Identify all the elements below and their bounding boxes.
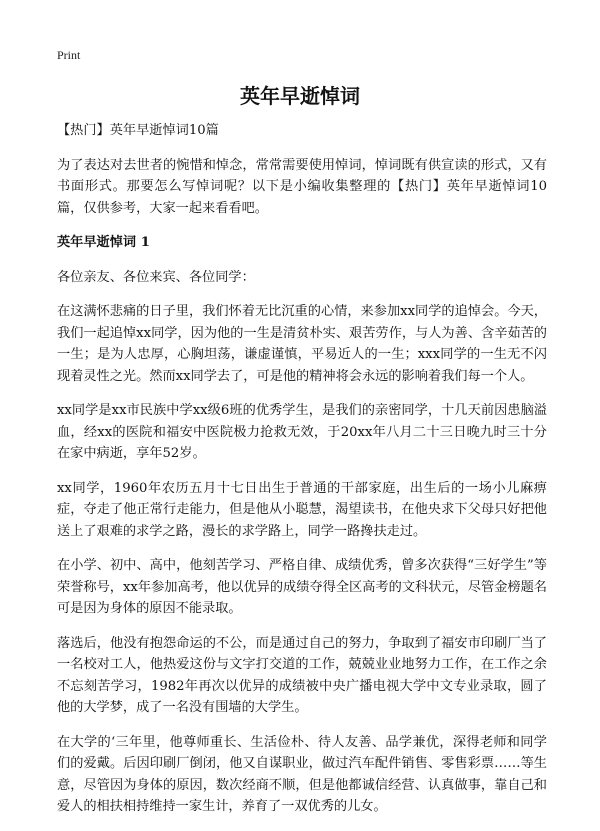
body-paragraph: xx同学是xx市民族中学xx级6班的优秀学生，是我们的亲密同学，十几天前因患脑溢血，经xx的医院和福安中医院极力抢救无效，于20xx年八月二十三日晚九时三十分在家中病逝，享年52岁。: [57, 403, 547, 461]
print-link[interactable]: Print: [57, 48, 81, 62]
body-paragraph: 在小学、初中、高中，他刻苦学习、严格自律、成绩优秀，曾多次获得“三好学生”等荣誉称号，xx年参加高考，他以优异的成绩夺得全区高考的文科状元，尽管金榜题名可是因为身体的原因不能录取。: [57, 558, 547, 616]
intro-paragraph: 为了表达对去世者的惋惜和悼念，常常需要使用悼词，悼词既有供宣读的形式，又有书面形式。那要怎么写悼词呢？以下是小编收集整理的【热门】英年早逝悼词10篇，仅供参考，大家一起来看看吧。: [57, 157, 547, 216]
body-paragraph: xx同学，1960年农历五月十七日出生于普通的干部家庭，出生后的一场小儿麻痹症，夺走了他正常行走能力，但是他从小聪慧，渴望读书，在他央求下父母只好把他送上了艰难的求学之路，漫长的求学路上，同学一路搀扶走过。: [57, 480, 547, 539]
body-paragraph: 各位亲友、各位来宾、各位同学：: [57, 269, 255, 285]
page-title: 英年早逝悼词: [240, 84, 360, 108]
section-heading: 英年早逝悼词 1: [57, 235, 150, 250]
body-paragraph: 在这满怀悲痛的日子里，我们怀着无比沉重的心情，来参加xx同学的追悼会。今天，我们一起追悼xx同学，因为他的一生是清贫朴实、艰苦劳作，与人为善、含辛茹苦的一生；是为人忠厚，心胸坦荡，谦虚谨慎，平易近人的一生；xxx同学的一生无不闪现着灵性之光。然而xx同学去了，可是他的精神将会永远的影响着我们每一个人。: [57, 304, 547, 384]
article-body: [57, 120, 547, 831]
body-paragraph: 落选后，他没有抱怨命运的不公，而是通过自己的努力，争取到了福安市印刷厂当了一名校对工人，他热爱这份与文字打交道的工作，兢兢业业地努力工作，在工作之余不忘刻苦学习，1982年再次以优异的成绩被中央广播电视大学中文专业录取，圆了他的大学梦，成了一名没有围墙的大学生。: [57, 635, 547, 715]
body-paragraph: 在大学的‘三年里，他尊师重长、生活俭朴、待人友善、品学兼优，深得老师和同学们的爱戴。后因印刷厂倒闭，他又自谋职业，做过汽车配件销售、零售彩票……等生意，尽管因为身体的原因，数次经商不顺，但是他都诚信经营、认真做事，靠自己和爱人的相扶相持维持一家生计，养育了一双优秀的儿女。: [57, 734, 547, 814]
article-subtitle: 【热门】英年早逝悼词10篇: [57, 123, 219, 138]
